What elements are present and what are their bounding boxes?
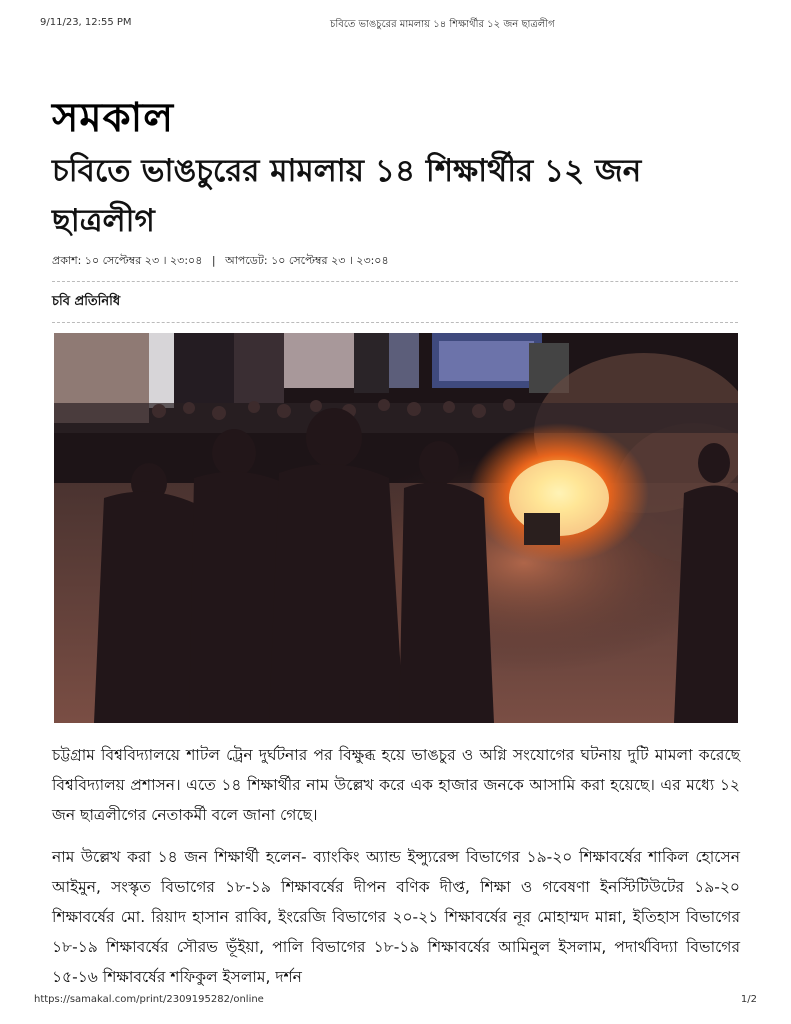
divider-bottom [52, 322, 738, 323]
print-page-title: চবিতে ভাঙচুরের মামলায় ১৪ শিক্ষার্থীর ১২ জন ছাত্রলীগ [330, 19, 555, 30]
samakal-logo: সমকাল [52, 94, 175, 141]
print-datetime: 9/11/23, 12:55 PM [40, 17, 132, 28]
published-time: প্রকাশ: ১০ সেপ্টেম্বর ২৩ । ২৩:০৪ [52, 254, 203, 267]
article-paragraph: চট্টগ্রাম বিশ্ববিদ্যালয়ে শাটল ট্রেন দুর্ঘটনার পর বিক্ষুব্ধ হয়ে ভাঙচুর ও অগ্নি সংযোগের ঘটনায় দুটি মামলা করেছে বিশ্ববিদ্যালয় প্রশাসন। এতে ১৪ শিক্ষার্থীর নাম উল্লেখ করে এক হাজার জনকে আসামি করা হয়েছে। এর মধ্যে ১২ জন ছাত্রলীগের নেতাকর্মী বলে জানা গেছে। [52, 746, 740, 824]
article-headline: চবিতে ভাঙচুরের মামলায় ১৪ শিক্ষার্থীর ১২ জন ছাত্রলীগ [52, 153, 642, 239]
divider-top [52, 281, 738, 282]
print-header [0, 17, 791, 31]
print-url: https://samakal.com/print/2309195282/online [34, 994, 264, 1005]
updated-time: আপডেট: ১০ সেপ্টেম্বর ২৩ । ২৩:০৪ [225, 254, 389, 267]
article-meta [52, 252, 389, 271]
article-byline: চবি প্রতিনিধি [52, 294, 121, 309]
article-paragraph: নাম উল্লেখ করা ১৪ জন শিক্ষার্থী হলেন- ব্যাংকিং অ্যান্ড ইন্স্যুরেন্স বিভাগের ১৯-২০ শিক্ষাবর্ষের শাকিল হোসেন আইমুন, সংস্কৃত বিভাগের ১৮-১৯ শিক্ষাবর্ষের দীপন বণিক দীপ্ত, শিক্ষা ও গবেষণা ইনস্টিটিউটের ১৯-২০ শিক্ষাবর্ষের মো. রিয়াদ হাসান রাব্বি, ইংরেজি বিভাগের ২০-২১ শিক্ষাবর্ষের নূর মোহাম্মদ মান্না, ইতিহাস বিভাগের ১৮-১৯ শিক্ষাবর্ষের সৌরভ ভূঁইয়া, পালি বিভাগের ১৮-১৯ শিক্ষাবর্ষের আমিনুল ইসলাম, পদার্থবিদ্যা বিভাগের ১৫-১৬ শিক্ষাবর্ষের শফিকুল ইসলাম, দর্শন [52, 848, 740, 986]
print-footer [0, 994, 791, 1008]
meta-separator: | [211, 254, 216, 267]
article-photo [54, 333, 738, 723]
print-page-number: 1/2 [740, 994, 757, 1005]
